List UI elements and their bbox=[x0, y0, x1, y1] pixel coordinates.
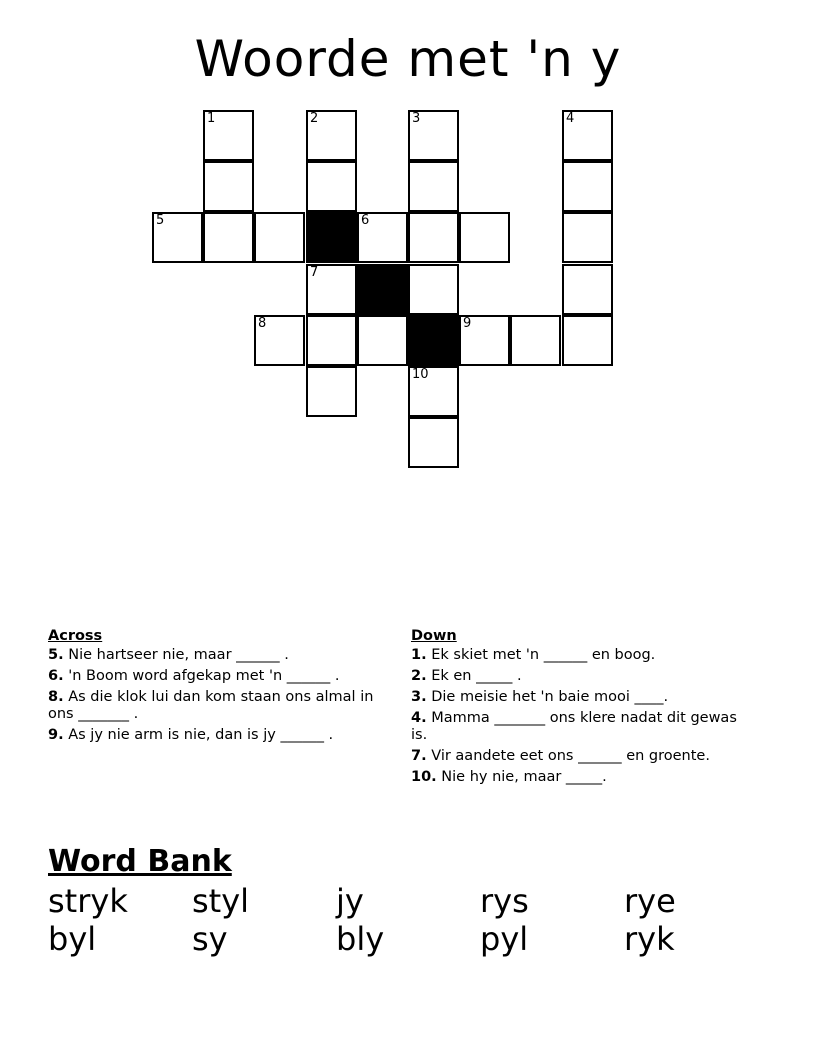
clue-number: 3 bbox=[412, 111, 421, 126]
word-bank-word: byl bbox=[48, 920, 97, 958]
grid-cell[interactable] bbox=[408, 264, 459, 315]
grid-cell[interactable] bbox=[408, 366, 459, 417]
across-heading: Across bbox=[48, 628, 103, 644]
clue-down-10: 10. Nie hy nie, maar _____. bbox=[411, 769, 607, 785]
clue-across-6: 6. 'n Boom word afgekap met 'n ______ . bbox=[48, 668, 340, 684]
grid-cell[interactable] bbox=[306, 161, 357, 212]
word-bank-word: ryk bbox=[624, 920, 675, 958]
page-title: Woorde met 'n y bbox=[194, 30, 622, 88]
grid-cell[interactable] bbox=[510, 315, 561, 366]
grid-cell[interactable] bbox=[408, 212, 459, 263]
grid-cell[interactable] bbox=[562, 110, 613, 161]
grid-cell[interactable] bbox=[357, 315, 408, 366]
clue-number: 6 bbox=[361, 213, 370, 228]
grid-cell[interactable] bbox=[459, 212, 510, 263]
grid-cell[interactable] bbox=[203, 212, 254, 263]
word-bank-word: styl bbox=[192, 882, 250, 920]
grid-cell[interactable] bbox=[306, 264, 357, 315]
grid-cell[interactable] bbox=[562, 315, 613, 366]
grid-cell[interactable] bbox=[357, 212, 408, 263]
word-bank-word: rys bbox=[480, 882, 529, 920]
clue-number: 1 bbox=[207, 111, 216, 126]
clue-number: 8 bbox=[258, 316, 267, 331]
clue-down-3: 3. Die meisie het 'n baie mooi ____. bbox=[411, 689, 669, 705]
word-bank-word: sy bbox=[192, 920, 228, 958]
clue-down-1: 1. Ek skiet met 'n ______ en boog. bbox=[411, 647, 656, 663]
grid-cell[interactable] bbox=[562, 264, 613, 315]
grid-cell[interactable] bbox=[408, 161, 459, 212]
clue-number: 7 bbox=[310, 265, 319, 280]
word-bank-heading: Word Bank bbox=[48, 844, 232, 879]
clue-number: 5 bbox=[156, 213, 165, 228]
clue-across-8: 8. As die klok lui dan kom staan ons almal in ons _______ . bbox=[48, 689, 374, 722]
grid-cell[interactable] bbox=[152, 212, 203, 263]
grid-cell[interactable] bbox=[254, 315, 305, 366]
grid-cell[interactable] bbox=[408, 110, 459, 161]
grid-block-cell bbox=[408, 315, 459, 366]
down-heading: Down bbox=[411, 628, 457, 644]
clue-number: 4 bbox=[566, 111, 575, 126]
grid-cell[interactable] bbox=[306, 315, 357, 366]
clue-number: 9 bbox=[463, 316, 472, 331]
grid-block-cell bbox=[357, 264, 408, 315]
crossword-grid bbox=[0, 0, 816, 480]
grid-cell[interactable] bbox=[408, 417, 459, 468]
grid-cell[interactable] bbox=[562, 161, 613, 212]
grid-cell[interactable] bbox=[562, 212, 613, 263]
grid-cell[interactable] bbox=[203, 161, 254, 212]
across-clues bbox=[48, 628, 388, 748]
clue-down-2: 2. Ek en _____ . bbox=[411, 668, 522, 684]
grid-block-cell bbox=[306, 212, 357, 263]
word-bank-word: pyl bbox=[480, 920, 529, 958]
grid-cell[interactable] bbox=[459, 315, 510, 366]
clue-down-7: 7. Vir aandete eet ons ______ en groente. bbox=[411, 748, 710, 764]
word-bank-word: bly bbox=[336, 920, 385, 958]
grid-cell[interactable] bbox=[306, 110, 357, 161]
grid-cell[interactable] bbox=[306, 366, 357, 417]
word-bank-word: stryk bbox=[48, 882, 128, 920]
clue-number: 2 bbox=[310, 111, 319, 126]
word-bank-word: jy bbox=[336, 882, 364, 920]
down-clues bbox=[411, 628, 741, 790]
clue-number: 10 bbox=[412, 367, 429, 382]
clue-across-5: 5. Nie hartseer nie, maar ______ . bbox=[48, 647, 289, 663]
word-bank-word: rye bbox=[624, 882, 676, 920]
clue-down-4: 4. Mamma _______ ons klere nadat dit gewas is. bbox=[411, 710, 737, 743]
grid-cell[interactable] bbox=[203, 110, 254, 161]
grid-cell[interactable] bbox=[254, 212, 305, 263]
clue-across-9: 9. As jy nie arm is nie, dan is jy ______ . bbox=[48, 727, 334, 743]
